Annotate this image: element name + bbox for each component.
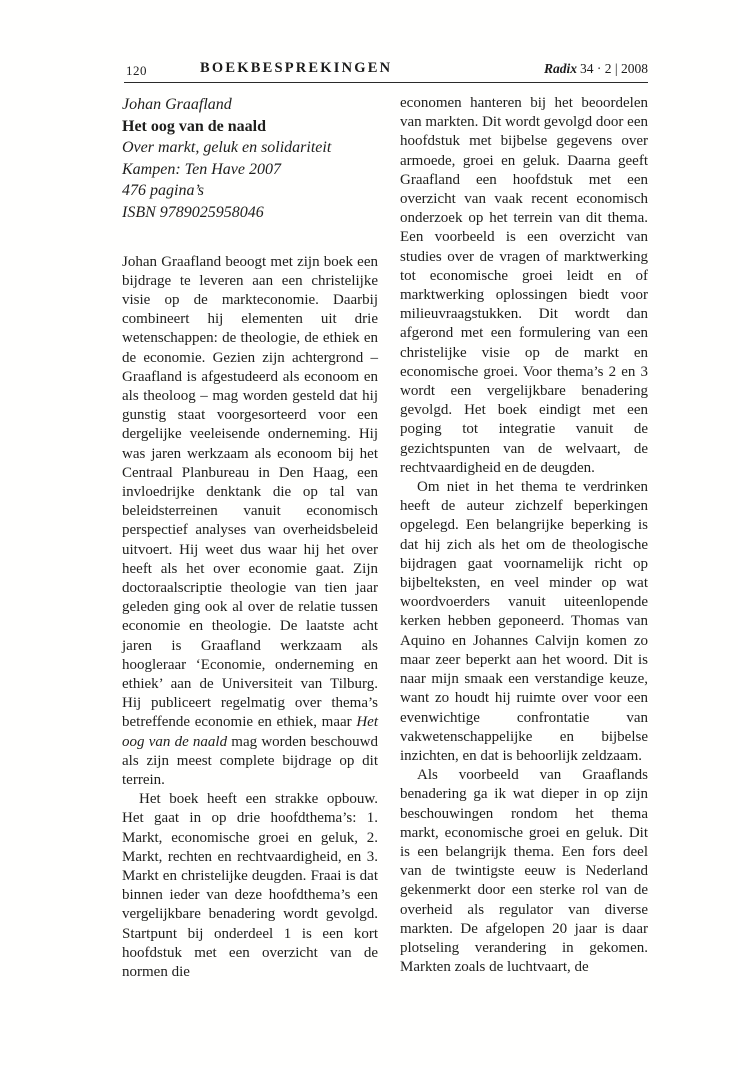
book-publisher: Kampen: Ten Have 2007 (122, 160, 281, 178)
book-page-count: 476 pagina’s (122, 182, 204, 200)
review-paragraph-2: Het boek heeft een strakke opbouw. Het gaat in op drie hoofdthema’s: 1. Markt, economische groei en geluk, 2. Markt, rechten en rechtvaardigheid, en 3. Markt en christelijke deugden. Fraai is dat binnen ieder van deze hoofdthema’s een vergelijkbare benadering wordt gevolgd. Startpunt bij onderdeel 1 is een kort hoofdstuk met een overzicht van de normen die (122, 791, 378, 981)
review-paragraph-3: Om niet in het thema te verdrinken heeft de auteur zichzelf beperkingen opgelegd. Een belangrijke beperking is dat hij zich als het om de theologische bijdragen gaat voornamelijk richt op bijbelteksten, en veel minder op wat woordvoerders vanuit uiteenlopende kerken hebben geponeerd. Thomas van Aquino en Johannes Calvijn komen zo maar zeer beperkt aan het woord. Dit is naar mijn smaak een verstandige keuze, want zo houdt hij ruimte over voor een evenwichtige confrontatie van vakwetenschappelijke en bijbelse inzichten, en dat is behoorlijk zeldzaam. (400, 479, 648, 764)
inline-book-title: Het oog van de naald (122, 714, 378, 750)
journal-reference (544, 61, 648, 77)
section-title: BOEKBESPREKINGEN (200, 60, 393, 76)
left-column (122, 94, 378, 982)
book-info (122, 94, 378, 224)
page-number: 120 (126, 63, 147, 78)
journal-issue: 34 · 2 | 2008 (580, 61, 648, 76)
journal-name: Radix (544, 61, 578, 76)
review-paragraph-4: Als voorbeeld van Graaflands benadering ga ik wat dieper in op zijn beschouwingen rondom het thema markt, economische groei en geluk. Dit is een belangrijk thema. Een fors deel van de twintigste eeuw is Nederland gekenmerkt door een sterke rol van de overheid als regulator van diverse markten. De afgelopen 20 jaar is daar plotseling verandering in gekomen. Markten zoals de luchtvaart, de (400, 767, 648, 976)
book-author: Johan Graafland (122, 96, 232, 113)
book-title: Het oog van de naald (122, 117, 267, 135)
book-isbn: ISBN 9789025958046 (122, 203, 264, 221)
book-subtitle: Over markt, geluk en solidariteit (122, 139, 332, 157)
paragraph-text: mag worden beschouwd als zijn meest complete bijdrage op dit terrein. (122, 733, 378, 789)
paragraph-text: Johan Graafland beoogt met zijn boek een bijdrage te leveren aan een christelijke visie op de markteconomie. Daarbij combineert hij elementen uit drie wetenschappen: de theologie, de ethiek en de economie. Gezien zijn achtergrond – Graafland is afgestudeerd als econoom en als theoloog – mag worden gesteld dat hij gunstig staat voorgesorteerd voor een dergelijke veeleisende onderneming. Hij was jaren werkzaam als econoom bij het Centraal Planbureau in Den Haag, een invloedrijke denktank die op tal van beleidsterreinen vanuit economisch perspectief analyses van overheidsbeleid uitvoert. Hij weet dus waar hij het over heeft als het over economie gaat. Zijn doctoraalscriptie theologie van tien jaar geleden ging ook al over de relatie tussen economie en theologie. De laatste acht jaren is Graafland werkzaam als hoogleraar ‘Economie, onderneming en ethiek’ aan de Universiteit van Tilburg. Hij publiceert regelmatig over thema’s betreffende economie en ethiek, maar (122, 253, 378, 731)
review-body (122, 94, 648, 982)
review-paragraph-2-continued: economen hanteren bij het beoordelen van markten. Dit wordt gevolgd door een hoofdstuk met bijbelse gegevens over armoede, groei en geluk. Daarna geeft Graafland een hoofdstuk met een overzicht van vaak recent economisch onderzoek op het terrein van dit thema. Een voorbeeld is een overzicht van studies over de vragen of marktwerking tot economische groei leidt en of marktwerking oplossingen biedt voor milieuvraagstukken. Dit wordt dan afgerond met een formulering van een christelijke visie op de markt en economische groei. Voor thema’s 2 en 3 wordt een vergelijkbare benadering gevolgd. Het boek eindigt met een poging tot integratie vanuit de gezichtspunten van de welvaart, de rechtvaardigheid en de deugden. (400, 95, 648, 476)
header-rule (124, 82, 648, 83)
right-column (400, 94, 648, 982)
review-paragraph-1 (122, 253, 378, 791)
